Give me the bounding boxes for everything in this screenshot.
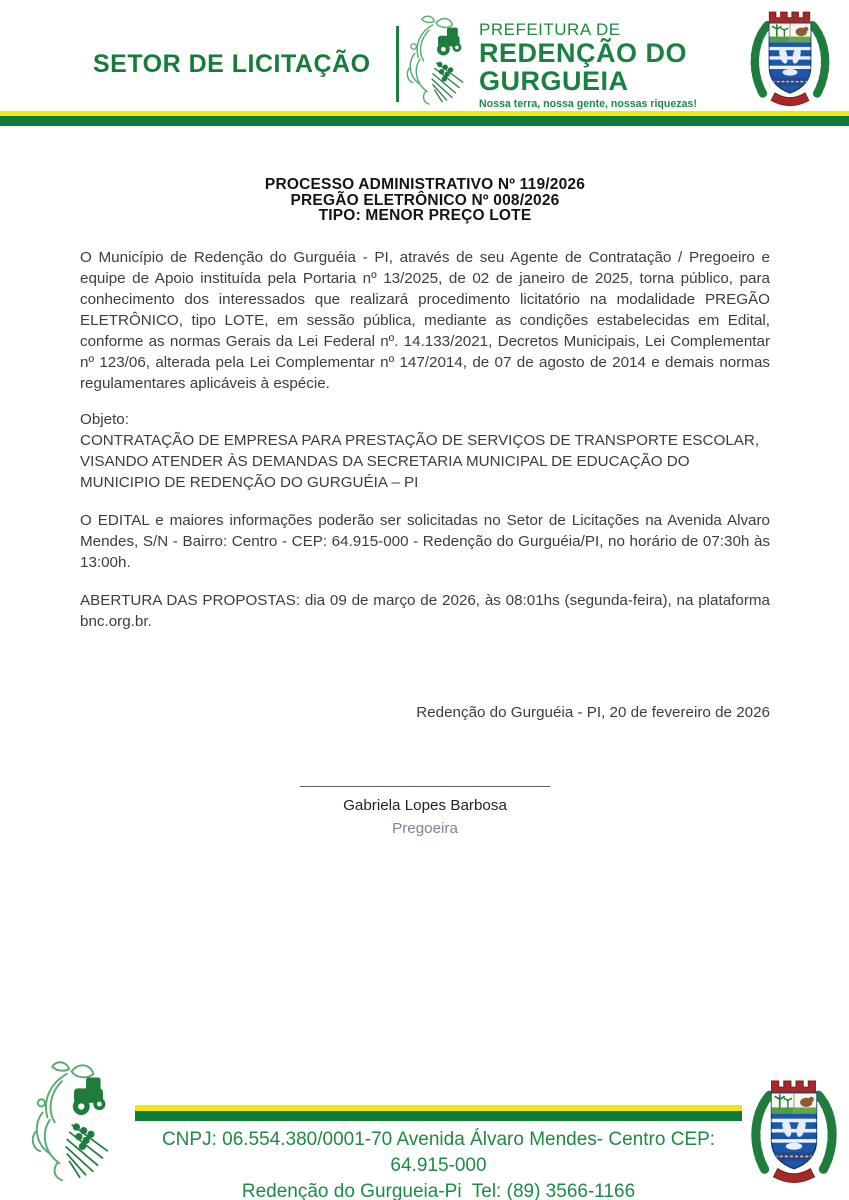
header-divider — [396, 26, 399, 102]
footer-accent-bar — [135, 1105, 742, 1121]
title-tipo: TIPO: MENOR PREÇO LOTE — [318, 207, 532, 225]
municipality-logo-art-icon — [402, 12, 474, 113]
prefeitura-logo-text — [479, 21, 697, 110]
document-title — [80, 177, 770, 224]
footer-contact — [135, 1127, 742, 1200]
signature-line: ______________________________ — [299, 770, 551, 788]
signature-block — [80, 769, 770, 839]
intro-paragraph: O Município de Redenção do Gurguéia - PI, através de seu Agente de Contratação / Pregoeiro e equipe de Apoio instituída pela Portaria nº 13/2025, de 02 de janeiro de 2025, torna público, para conhecimento dos interessados que realizará procedimento licitatório na modalidade PREGÃO ELETRÔNICO, tipo LOTE, em sessão pública, mediante as condições estabelecidas em Edital, conforme as normas Gerais da Lei Federal nº. 14.133/2021, Decretos Municipais, Lei Complementar nº 123/06, alterada pela Lei Complementar nº 147/2014, de 07 de agosto de 2014 e demais normas regulamentares aplicáveis à espécie. — [80, 248, 770, 392]
footer-city-phone: Redenção do Gurgueia-Pi Tel: (89) 3566-1166 — [241, 1181, 636, 1200]
accent-bar-green — [135, 1111, 742, 1121]
footer — [0, 1055, 849, 1200]
date-line: Redenção do Gurguéia - PI, 20 de fevereiro de 2026 — [416, 703, 770, 721]
coat-of-arms-icon — [743, 1075, 845, 1198]
logo-line-prefeitura: PREFEITURA DE — [479, 20, 621, 39]
abertura-paragraph: ABERTURA DAS PROPOSTAS: dia 09 de março de 2026, às 08:01hs (segunda-feira), na plataforma bnc.org.br. — [80, 591, 770, 630]
header-accent-bar — [0, 111, 849, 126]
objeto-text: CONTRATAÇÃO DE EMPRESA PARA PRESTAÇÃO DE SERVIÇOS DE TRANSPORTE ESCOLAR, VISANDO ATENDER ÀS DEMANDAS DA SECRETARIA MUNICIPAL DE EDUCAÇÃO DO MUNICIPIO DE REDENÇÃO DO GURGUÉIA – PI — [80, 431, 760, 491]
title-pregao: PREGÃO ELETRÔNICO Nº 008/2026 — [290, 191, 560, 209]
header — [0, 0, 849, 126]
signature-name: Gabriela Lopes Barbosa — [343, 796, 507, 814]
accent-bar-green — [0, 116, 849, 126]
logo-tagline: Nossa terra, nossa gente, nossas riquezas! — [479, 98, 697, 110]
logo-line-redencao: REDENÇÃO DO — [479, 38, 688, 68]
logo-line-gurgueia: GURGUEIA — [479, 66, 629, 96]
edital-paragraph: O EDITAL e maiores informações poderão ser solicitadas no Setor de Licitações na Avenida Alvaro Mendes, S/N - Bairro: Centro - CEP: 64.915-000 - Redenção do Gurguéia/PI, no horário de 07:30h às 13:00h. — [80, 511, 770, 571]
coat-of-arms-icon — [743, 8, 837, 119]
document-body — [0, 126, 849, 839]
signature-role: Pregoeira — [392, 819, 458, 837]
footer-cnpj-address: CNPJ: 06.554.380/0001-70 Avenida Álvaro Mendes- Centro CEP: 64.915-000 — [161, 1129, 721, 1176]
municipality-logo-art-icon — [14, 1057, 134, 1190]
title-processo: PROCESSO ADMINISTRATIVO Nº 119/2026 — [264, 176, 586, 193]
objeto-label: Objeto: — [80, 410, 129, 428]
objeto-section — [80, 409, 770, 493]
sector-title: SETOR DE LICITAÇÃO — [93, 50, 371, 78]
